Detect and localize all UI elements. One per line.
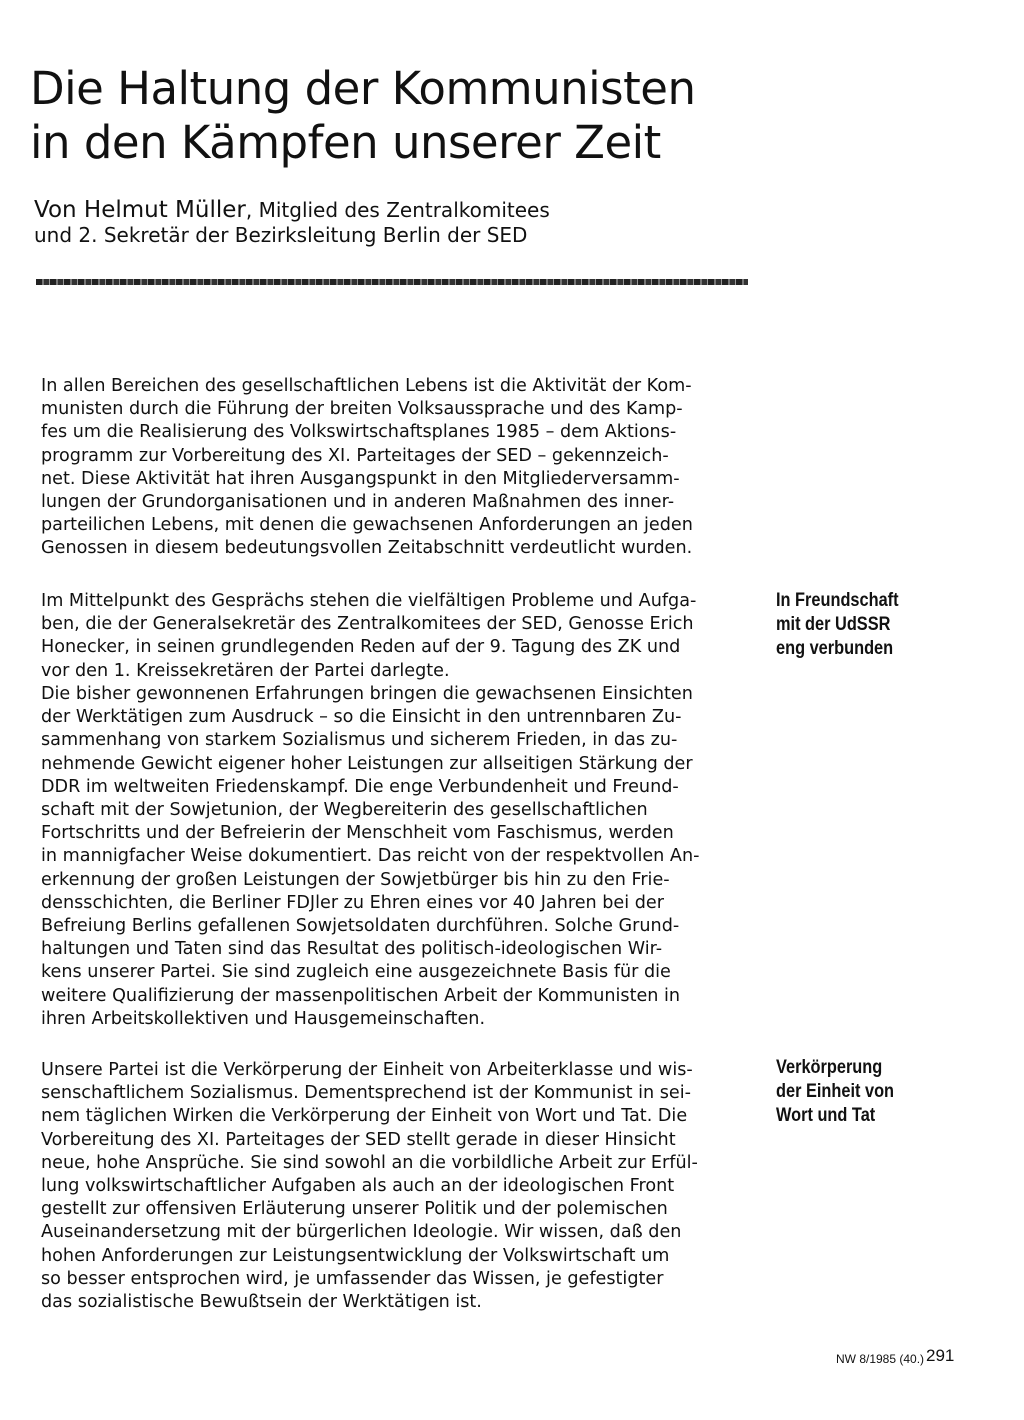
text-line: Fortschritts und der Befreierin der Menschheit vom Faschismus, werden	[41, 823, 674, 844]
text-line: Befreiung Berlins gefallenen Sowjetsoldaten durchführen. Solche Grund-	[41, 916, 680, 937]
margin-note-friendship	[776, 589, 931, 661]
text-line: sammenhang von starkem Sozialismus und sicherem Frieden, in das zu-	[41, 730, 678, 751]
text-line: neue, hohe Ansprüche. Sie sind sowohl an die vorbildliche Arbeit zur Erfül-	[41, 1152, 698, 1173]
text-line: programm zur Vorbereitung des XI. Parteitages der SED – gekennzeich-	[41, 445, 669, 466]
paragraph-3	[41, 683, 757, 1031]
journal-reference: NW 8/1985 (40.)	[836, 1352, 925, 1366]
text-line: Im Mittelpunkt des Gesprächs stehen die vielfältigen Probleme und Aufga-	[41, 591, 697, 611]
text-line: gestellt zur offensiven Erläuterung unserer Politik und der polemischen	[41, 1199, 668, 1220]
text-line: der Werktätigen zum Ausdruck – so die Einsicht in den untrennbaren Zu-	[41, 707, 682, 728]
text-line: fes um die Realisierung des Volkswirtschaftsplanes 1985 – dem Aktions-	[41, 422, 677, 443]
byline-line	[34, 198, 794, 223]
text-line: In allen Bereichen des gesellschaftlichen Lebens ist die Aktivität der Kom-	[41, 376, 692, 396]
text-line: DDR im weltweiten Friedenskampf. Die enge Verbundenheit und Freund-	[41, 776, 679, 797]
author-name: Von Helmut Müller	[34, 197, 246, 223]
title-line: in den Kämpfen unserer Zeit	[30, 116, 661, 169]
page-number: 291	[926, 1346, 955, 1365]
text-line: lung volkswirtschaftlicher Aufgaben als auch an der ideologischen Front	[41, 1176, 675, 1197]
article-title	[30, 62, 930, 170]
text-line: nem täglichen Wirken die Verkörperung der Einheit von Wort und Tat. Die	[41, 1106, 688, 1127]
paragraph-4	[41, 1059, 757, 1314]
margin-note-line: Verkörperung	[776, 1057, 883, 1078]
text-line: erkennung der großen Leistungen der Sowjetbürger bis hin zu den Frie-	[41, 869, 670, 890]
paragraph-2	[41, 590, 757, 683]
text-line: net. Diese Aktivität hat ihren Ausgangspunkt in den Mitgliederversamm-	[41, 468, 680, 489]
text-line: weitere Qualifizierung der massenpolitischen Arbeit der Kommunisten in	[41, 985, 681, 1006]
text-line: Auseinandersetzung mit der bürgerlichen Ideologie. Wir wissen, daß den	[41, 1222, 682, 1243]
paragraph-1	[41, 375, 757, 561]
text-line: nehmende Gewicht eigener hoher Leistungen zur allseitigen Stärkung der	[41, 753, 693, 774]
text-line: Unsere Partei ist die Verkörperung der Einheit von Arbeiterklasse und wis-	[41, 1060, 693, 1080]
byline	[34, 198, 794, 248]
title-line: Die Haltung der Kommunisten	[30, 62, 696, 115]
margin-note-line: eng verbunden	[776, 638, 894, 659]
margin-note-unity	[776, 1056, 931, 1128]
text-line: das sozialistische Bewußtsein der Werktätigen ist.	[41, 1292, 482, 1313]
header-divider	[36, 279, 748, 285]
text-line: Genossen in diesem bedeutungsvollen Zeitabschnitt verdeutlicht wurden.	[41, 538, 693, 559]
text-line: hohen Anforderungen zur Leistungsentwicklung der Volkswirtschaft um	[41, 1245, 670, 1266]
text-line: kens unserer Partei. Sie sind zugleich eine ausgezeichnete Basis für die	[41, 962, 671, 983]
text-line: vor den 1. Kreissekretären der Partei darlegte.	[41, 660, 450, 681]
text-line: Die bisher gewonnenen Erfahrungen bringen die gewachsenen Einsichten	[41, 684, 693, 704]
text-line: parteilichen Lebens, mit denen die gewachsenen Anforderungen an jeden	[41, 515, 693, 536]
margin-note-line: In Freundschaft	[776, 590, 899, 611]
text-line: Vorbereitung des XI. Parteitages der SED stellt gerade in dieser Hinsicht	[41, 1129, 676, 1150]
text-line: schaft mit der Sowjetunion, der Wegbereiterin des gesellschaftlichen	[41, 800, 648, 821]
text-line: densschichten, die Berliner FDJler zu Ehren eines vor 40 Jahren bei der	[41, 892, 664, 913]
text-line: ihren Arbeitskollektiven und Hausgemeinschaften.	[41, 1008, 486, 1029]
text-line: in mannigfacher Weise dokumentiert. Das reicht von der respektvollen An-	[41, 846, 700, 867]
text-line: senschaftlichem Sozialismus. Dementsprechend ist der Kommunist in sei-	[41, 1083, 691, 1104]
text-line: ben, die der Generalsekretär des Zentralkomitees der SED, Genosse Erich	[41, 614, 694, 635]
text-line: lungen der Grundorganisationen und in anderen Maßnahmen des inner-	[41, 492, 675, 513]
text-line: Honecker, in seinen grundlegenden Reden auf der 9. Tagung des ZK und	[41, 637, 681, 658]
text-line: munisten durch die Führung der breiten Volksaussprache und des Kamp-	[41, 399, 683, 420]
margin-note-line: mit der UdSSR	[776, 614, 891, 635]
text-line: so besser entsprochen wird, je umfassender das Wissen, je gefestigter	[41, 1268, 664, 1289]
text-line: haltungen und Taten sind das Resultat des politisch-ideologischen Wir-	[41, 939, 663, 960]
margin-note-line: Wort und Tat	[776, 1105, 876, 1126]
margin-note-line: der Einheit von	[776, 1081, 895, 1102]
byline-line: und 2. Sekretär der Bezirksleitung Berlin der SED	[34, 223, 528, 247]
author-role: , Mitglied des Zentralkomitees	[245, 198, 550, 222]
